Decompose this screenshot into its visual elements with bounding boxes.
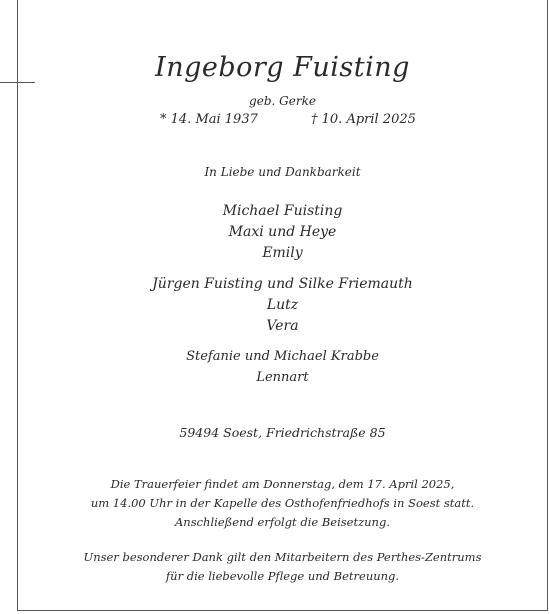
thanks-line: für die liebevolle Pflege und Betreuung. [165, 569, 400, 583]
death-date: † 10. April 2025 [311, 112, 416, 127]
mourner-line: Michael Fuisting [222, 203, 343, 219]
address: 59494 Soest, Friedrichstraße 85 [179, 425, 386, 440]
thanks-line: Unser besonderer Dank gilt den Mitarbeitern des Perthes-Zentrums [83, 550, 482, 564]
mourner-line: Jürgen Fuisting und Silke Friemauth [152, 276, 413, 292]
mourner-line: Vera [266, 318, 299, 334]
deceased-name: Ingeborg Fuisting [155, 52, 410, 83]
mourner-line: Lennart [256, 370, 309, 385]
birth-name: geb. Gerke [249, 94, 316, 108]
mourner-line: Stefanie und Michael Krabbe [186, 349, 379, 364]
service-info-line: um 14.00 Uhr in der Kapelle des Osthofenfriedhofs in Soest statt. [90, 496, 475, 510]
mourner-line: Maxi und Heye [228, 224, 337, 240]
mourner-line: Lutz [266, 297, 299, 313]
birth-date: * 14. Mai 1937 [160, 112, 258, 127]
service-info-line: Die Trauerfeier findet am Donnerstag, dem 17. April 2025, [110, 477, 455, 491]
service-info-line: Anschließend erfolgt die Beisetzung. [175, 515, 390, 529]
mourner-line: Emily [262, 245, 303, 261]
intro-line: In Liebe und Dankbarkeit [204, 165, 361, 179]
